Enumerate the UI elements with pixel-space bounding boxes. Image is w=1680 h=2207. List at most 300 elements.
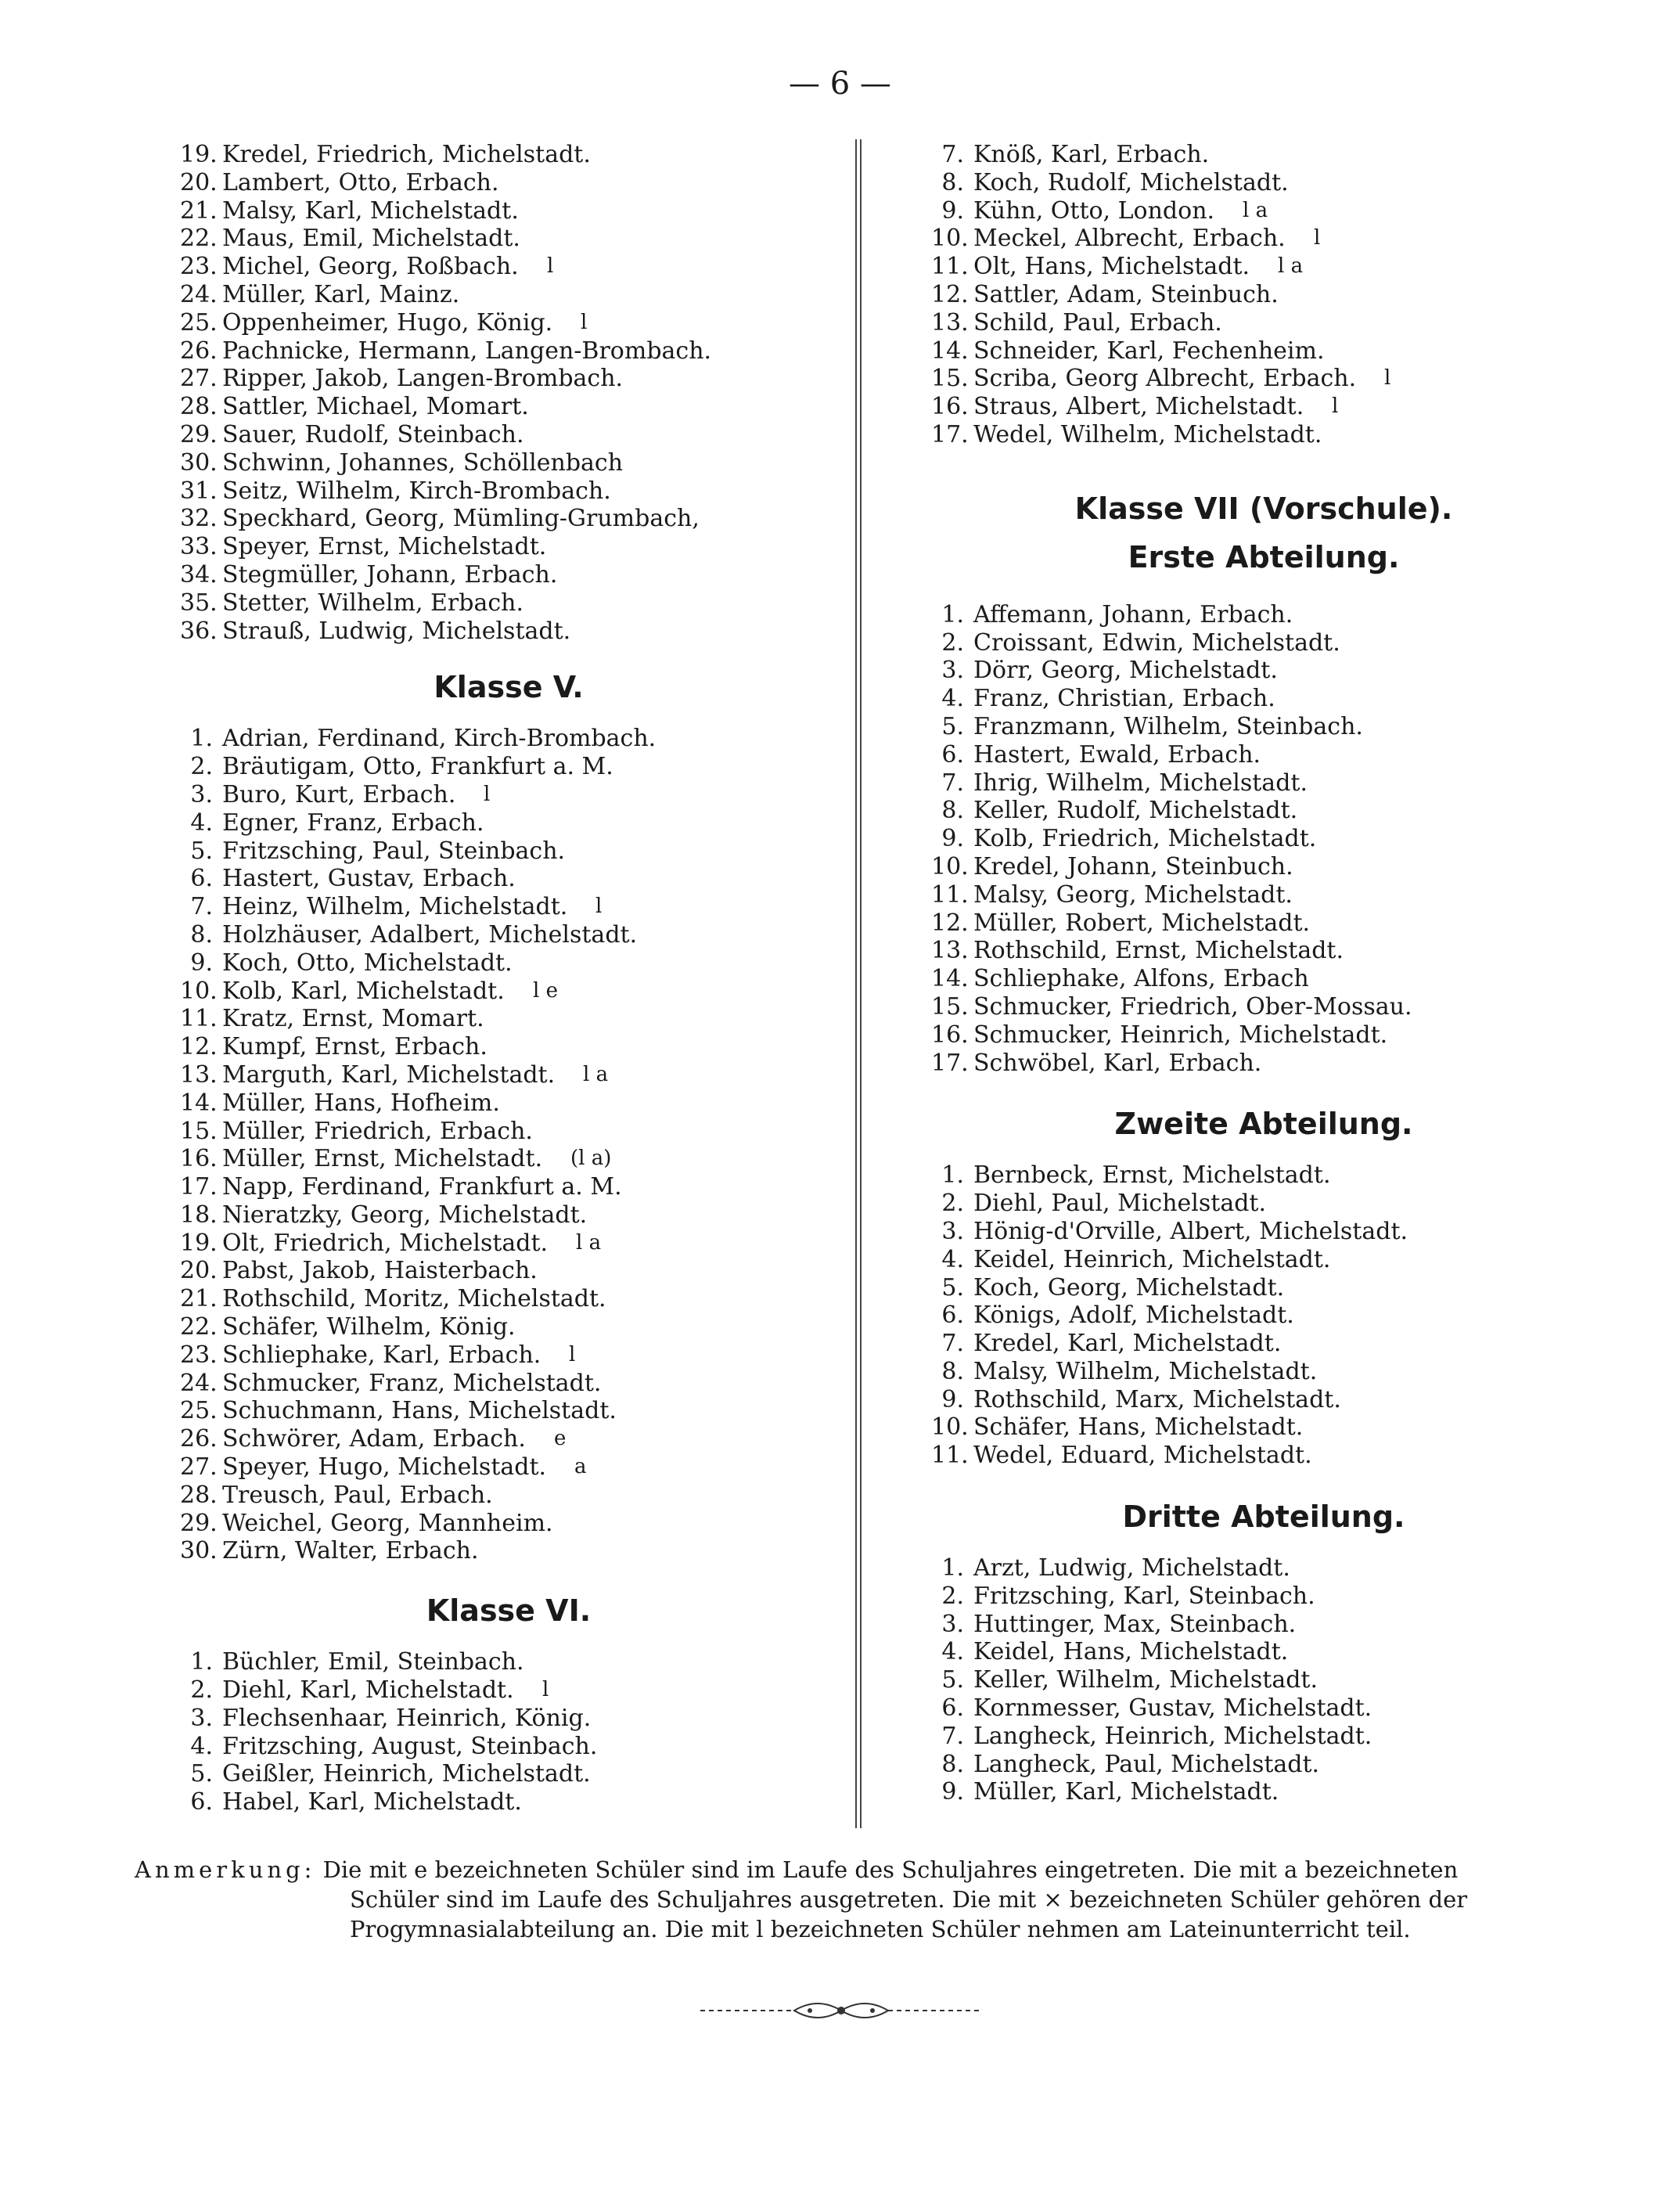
student-number: 17. [180, 1173, 218, 1201]
student-entry: Diehl, Karl, Michelstadt. [222, 1676, 514, 1705]
student-number: 31. [180, 477, 218, 505]
column-divider [855, 139, 862, 1828]
student-row [180, 505, 837, 533]
student-entry: Koch, Georg, Michelstadt. [973, 1273, 1285, 1302]
student-entry: Müller, Hans, Hofheim. [222, 1089, 500, 1117]
student-entry: Schmucker, Franz, Michelstadt. [222, 1369, 602, 1397]
student-row [180, 1482, 837, 1510]
student-entry: Schuchmann, Hans, Michelstadt. [222, 1397, 617, 1425]
student-entry: Maus, Emil, Michelstadt. [222, 225, 520, 253]
student-row [931, 909, 1596, 938]
student-entry: Müller, Ernst, Michelstadt. [222, 1145, 543, 1173]
student-mark: l [595, 895, 603, 919]
student-row [180, 781, 837, 809]
student-entry: Napp, Ferdinand, Frankfurt a. M. [222, 1173, 622, 1201]
student-entry: Franz, Christian, Erbach. [973, 685, 1275, 713]
student-row [180, 1230, 837, 1258]
student-number: 33. [180, 533, 218, 561]
student-number: 21. [180, 196, 218, 225]
student-row [931, 197, 1596, 225]
student-row [180, 1005, 837, 1033]
student-entry: Stegmüller, Johann, Erbach. [222, 560, 558, 589]
student-mark: l [1384, 366, 1391, 391]
student-entry: Meckel, Albrecht, Erbach. [973, 225, 1286, 253]
student-row [180, 809, 837, 837]
student-number: 23. [180, 253, 218, 281]
student-row [180, 141, 837, 169]
student-entry: Kredel, Karl, Michelstadt. [973, 1330, 1282, 1358]
student-row [931, 853, 1596, 881]
student-number: 12. [931, 280, 969, 308]
student-row [180, 1173, 837, 1201]
student-row [180, 1341, 837, 1370]
student-entry: Sattler, Michael, Momart. [222, 393, 529, 421]
student-mark: l [542, 1678, 549, 1702]
student-number: 18. [180, 1201, 218, 1229]
student-row [180, 169, 837, 197]
student-number: 3. [190, 780, 213, 808]
student-number: 11. [931, 880, 969, 909]
student-entry: Schliephake, Alfons, Erbach [973, 965, 1309, 993]
student-number: 11. [931, 253, 969, 281]
student-entry: Seitz, Wilhelm, Kirch-Brombach. [222, 477, 611, 505]
student-entry: Schmucker, Friedrich, Ober-Mossau. [973, 992, 1412, 1021]
student-entry: Nieratzky, Georg, Michelstadt. [222, 1201, 588, 1229]
student-row [180, 1313, 837, 1341]
student-entry: Rothschild, Marx, Michelstadt. [973, 1385, 1341, 1413]
student-number: 15. [180, 1117, 218, 1145]
heading-erste-abteilung: Erste Abteilung. [1128, 539, 1400, 574]
student-entry: Habel, Karl, Michelstadt. [222, 1788, 522, 1816]
student-mark: l [581, 310, 588, 334]
ornament-divider [700, 1999, 982, 2022]
student-number: 5. [190, 837, 213, 865]
student-row [180, 837, 837, 866]
student-number: 5. [941, 1666, 964, 1694]
student-entry: Knöß, Karl, Erbach. [973, 141, 1210, 168]
student-entry: Schild, Paul, Erbach. [973, 308, 1222, 337]
student-row [180, 281, 837, 309]
student-entry: Kühn, Otto, London. [973, 196, 1215, 225]
remark-line-3: Progymnasialabteilung an. Die mit l bezeichneten Schüler nehmen am Lateinunterricht teil. [350, 1916, 1411, 1942]
student-number: 35. [180, 589, 218, 617]
student-row [931, 1161, 1596, 1190]
student-row [180, 225, 837, 253]
student-entry: Keller, Wilhelm, Michelstadt. [973, 1666, 1318, 1694]
student-row [180, 1370, 837, 1398]
student-entry: Pabst, Jakob, Haisterbach. [222, 1257, 538, 1285]
student-number: 8. [941, 168, 964, 196]
student-number: 14. [931, 337, 969, 365]
student-entry: Egner, Franz, Erbach. [222, 808, 484, 837]
student-row [931, 1246, 1596, 1274]
student-entry: Schwöbel, Karl, Erbach. [973, 1049, 1262, 1077]
student-number: 12. [180, 1033, 218, 1061]
student-entry: Straus, Albert, Michelstadt. [973, 393, 1304, 421]
student-number: 23. [180, 1341, 218, 1369]
student-number: 27. [180, 1453, 218, 1482]
student-row [931, 141, 1596, 169]
student-entry: Kratz, Ernst, Momart. [222, 1005, 484, 1033]
student-number: 2. [941, 628, 964, 657]
student-number: 6. [941, 1694, 964, 1723]
student-number: 16. [931, 393, 969, 421]
student-entry: Schneider, Karl, Fechenheim. [973, 337, 1325, 365]
student-entry: Ripper, Jakob, Langen-Brombach. [222, 365, 624, 393]
student-number: 8. [941, 1357, 964, 1385]
student-row [931, 601, 1596, 629]
student-entry: Hastert, Ewald, Erbach. [973, 740, 1261, 769]
student-entry: Speckhard, Georg, Mümling-Grumbach, [222, 505, 700, 533]
student-entry: Fritzsching, Karl, Steinbach. [973, 1582, 1315, 1610]
student-entry: Treusch, Paul, Erbach. [222, 1481, 493, 1509]
student-entry: Strauß, Ludwig, Michelstadt. [222, 617, 571, 645]
right-column [931, 141, 1596, 1806]
student-entry: Heinz, Wilhelm, Michelstadt. [222, 893, 568, 921]
student-number: 4. [190, 1732, 213, 1760]
student-row [180, 561, 837, 589]
student-number: 36. [180, 617, 218, 645]
student-row [931, 1021, 1596, 1049]
student-entry: Holzhäuser, Adalbert, Michelstadt. [222, 920, 638, 949]
student-number: 14. [931, 965, 969, 993]
student-number: 1. [941, 1554, 964, 1582]
student-row [180, 977, 837, 1006]
student-entry: Langheck, Paul, Michelstadt. [973, 1750, 1320, 1778]
student-number: 7. [190, 893, 213, 921]
student-number: 25. [180, 1397, 218, 1425]
student-entry: Rothschild, Ernst, Michelstadt. [973, 937, 1344, 965]
student-number: 28. [180, 1481, 218, 1509]
remark-line-2: Schüler sind im Laufe des Schuljahres ausgetreten. Die mit × bezeichneten Schüler gehören der [350, 1886, 1468, 1913]
student-row [180, 393, 837, 421]
student-row [931, 741, 1596, 769]
student-number: 15. [931, 365, 969, 393]
student-entry: Kolb, Friedrich, Michelstadt. [973, 825, 1317, 853]
student-row [931, 1218, 1596, 1246]
student-row [180, 1733, 837, 1761]
student-number: 4. [190, 808, 213, 837]
student-number: 4. [941, 685, 964, 713]
student-entry: Kumpf, Ernst, Erbach. [222, 1033, 487, 1061]
student-row [931, 1274, 1596, 1302]
student-entry: Sauer, Rudolf, Steinbach. [222, 420, 524, 448]
student-entry: Hastert, Gustav, Erbach. [222, 865, 516, 893]
student-entry: Flechsenhaar, Heinrich, König. [222, 1704, 592, 1732]
student-entry: Koch, Otto, Michelstadt. [222, 949, 513, 977]
student-number: 9. [941, 1778, 964, 1806]
student-entry: Malsy, Karl, Michelstadt. [222, 196, 519, 225]
student-entry: Malsy, Georg, Michelstadt. [973, 880, 1293, 909]
heading-zweite-abteilung: Zweite Abteilung. [1114, 1107, 1413, 1142]
student-row [931, 1386, 1596, 1414]
student-list-klasse-vi [180, 1648, 837, 1816]
student-number: 4. [941, 1638, 964, 1666]
student-number: 14. [180, 1089, 218, 1117]
remark-note [135, 1855, 1574, 1944]
student-entry: Schäfer, Hans, Michelstadt. [973, 1413, 1304, 1442]
student-row [931, 1751, 1596, 1779]
student-row [931, 993, 1596, 1021]
student-entry: Oppenheimer, Hugo, König. [222, 308, 553, 337]
student-row [180, 1705, 837, 1733]
student-mark: l [1332, 394, 1339, 419]
student-row [180, 1453, 837, 1482]
student-number: 19. [180, 141, 218, 168]
student-row [180, 949, 837, 977]
student-number: 16. [931, 1021, 969, 1049]
student-row [931, 1611, 1596, 1639]
student-number: 7. [941, 141, 964, 168]
student-row [931, 337, 1596, 365]
student-number: 29. [180, 1509, 218, 1537]
student-number: 6. [941, 1302, 964, 1330]
student-row [931, 281, 1596, 309]
student-number: 20. [180, 1257, 218, 1285]
student-row [931, 1694, 1596, 1723]
heading-klasse-vii: Klasse VII (Vorschule). [1074, 491, 1453, 526]
student-number: 10. [180, 977, 218, 1005]
student-entry: Malsy, Wilhelm, Michelstadt. [973, 1357, 1318, 1385]
student-row [180, 337, 837, 365]
student-number: 28. [180, 393, 218, 421]
remark-line-1: Die mit e bezeichneten Schüler sind im Laufe des Schuljahres eingetreten. Die mit a bezeichneten [322, 1856, 1459, 1883]
student-number: 6. [941, 740, 964, 769]
student-row [931, 1554, 1596, 1582]
student-mark: l [1314, 226, 1321, 250]
student-entry: Arzt, Ludwig, Michelstadt. [973, 1554, 1290, 1582]
student-entry: Schäfer, Wilhelm, König. [222, 1313, 516, 1341]
student-list-continued [180, 141, 837, 645]
student-entry: Adrian, Ferdinand, Kirch-Brombach. [222, 725, 657, 753]
student-row [931, 1049, 1596, 1078]
heading-klasse-v: Klasse V. [433, 670, 584, 705]
student-number: 9. [941, 825, 964, 853]
student-entry: Geißler, Heinrich, Michelstadt. [222, 1760, 591, 1788]
student-row [931, 1442, 1596, 1470]
student-number: 34. [180, 560, 218, 589]
student-number: 13. [931, 308, 969, 337]
student-row [180, 1425, 837, 1453]
student-number: 2. [190, 1676, 213, 1705]
student-number: 8. [190, 920, 213, 949]
student-entry: Marguth, Karl, Michelstadt. [222, 1060, 556, 1089]
student-number: 21. [180, 1285, 218, 1313]
student-mark: l [484, 782, 491, 806]
student-number: 29. [180, 420, 218, 448]
student-entry: Keller, Rudolf, Michelstadt. [973, 797, 1298, 825]
page-number: — 6 — [789, 66, 891, 102]
student-row [180, 449, 837, 477]
student-entry: Bräutigam, Otto, Frankfurt a. M. [222, 753, 613, 781]
student-mark: l [569, 1342, 576, 1366]
student-entry: Kredel, Friedrich, Michelstadt. [222, 141, 591, 168]
student-entry: Weichel, Georg, Mannheim. [222, 1509, 553, 1537]
student-number: 5. [941, 712, 964, 740]
student-number: 25. [180, 308, 218, 337]
remark-label: Anmerkung: [135, 1856, 316, 1883]
student-entry: Rothschild, Moritz, Michelstadt. [222, 1285, 606, 1313]
student-number: 9. [941, 196, 964, 225]
student-mark: l e [533, 978, 558, 1003]
student-number: 11. [931, 1442, 969, 1470]
student-entry: Franzmann, Wilhelm, Steinbach. [973, 712, 1363, 740]
student-entry: Dörr, Georg, Michelstadt. [973, 657, 1278, 685]
student-row [931, 965, 1596, 993]
student-number: 5. [941, 1273, 964, 1302]
student-row [180, 533, 837, 561]
student-number: 15. [931, 992, 969, 1021]
student-list-erste-abteilung [931, 601, 1596, 1078]
student-row [180, 1285, 837, 1313]
student-number: 1. [941, 1161, 964, 1190]
student-number: 5. [190, 1760, 213, 1788]
student-row [931, 685, 1596, 713]
student-number: 27. [180, 365, 218, 393]
student-mark: l a [1278, 254, 1304, 279]
student-number: 7. [941, 769, 964, 797]
student-number: 1. [190, 725, 213, 753]
student-number: 30. [180, 448, 218, 477]
student-row [931, 253, 1596, 281]
student-entry: Scriba, Georg Albrecht, Erbach. [973, 365, 1357, 393]
student-number: 26. [180, 1425, 218, 1453]
student-number: 30. [180, 1537, 218, 1565]
student-row [931, 1302, 1596, 1330]
student-row [180, 1537, 837, 1565]
student-entry: Müller, Karl, Michelstadt. [973, 1778, 1279, 1806]
student-mark: l a [583, 1062, 609, 1086]
student-number: 10. [931, 852, 969, 880]
student-row [180, 1397, 837, 1425]
student-number: 10. [931, 225, 969, 253]
student-number: 11. [180, 1005, 218, 1033]
student-row [931, 1666, 1596, 1694]
student-entry: Affemann, Johann, Erbach. [973, 600, 1293, 628]
student-row [180, 753, 837, 781]
student-entry: Schwinn, Johannes, Schöllenbach [222, 448, 624, 477]
student-number: 2. [941, 1582, 964, 1610]
student-number: 6. [190, 1788, 213, 1816]
student-row [931, 421, 1596, 449]
student-row [931, 1778, 1596, 1806]
student-entry: Koch, Rudolf, Michelstadt. [973, 168, 1289, 196]
student-entry: Keidel, Heinrich, Michelstadt. [973, 1245, 1331, 1273]
student-row [180, 1118, 837, 1146]
student-row [931, 713, 1596, 741]
student-row [931, 629, 1596, 657]
student-entry: Buro, Kurt, Erbach. [222, 780, 456, 808]
student-number: 9. [190, 949, 213, 977]
student-row [180, 1676, 837, 1705]
student-row [180, 1201, 837, 1230]
student-row [180, 893, 837, 921]
student-mark: l [547, 254, 554, 279]
student-list-zweite-abteilung [931, 1161, 1596, 1470]
student-row [180, 309, 837, 337]
student-row [180, 921, 837, 949]
student-row [931, 393, 1596, 421]
student-entry: Keidel, Hans, Michelstadt. [973, 1638, 1289, 1666]
student-entry: Speyer, Ernst, Michelstadt. [222, 533, 547, 561]
student-entry: Huttinger, Max, Steinbach. [973, 1610, 1297, 1638]
student-number: 4. [941, 1245, 964, 1273]
student-row [931, 937, 1596, 965]
student-entry: Zürn, Walter, Erbach. [222, 1537, 479, 1565]
student-list-continued-right [931, 141, 1596, 449]
student-row [931, 169, 1596, 197]
student-row [180, 617, 837, 646]
student-entry: Pachnicke, Hermann, Langen-Brombach. [222, 337, 712, 365]
student-entry: Kornmesser, Gustav, Michelstadt. [973, 1694, 1372, 1723]
student-entry: Schmucker, Heinrich, Michelstadt. [973, 1021, 1388, 1049]
student-list-klasse-v [180, 725, 837, 1565]
student-row [931, 1582, 1596, 1611]
student-row [180, 1760, 837, 1788]
student-mark: (l a) [570, 1147, 612, 1171]
student-row [180, 421, 837, 449]
student-number: 24. [180, 1369, 218, 1397]
student-entry: Fritzsching, August, Steinbach. [222, 1732, 598, 1760]
student-number: 9. [941, 1385, 964, 1413]
student-row [180, 365, 837, 393]
student-row [931, 1358, 1596, 1386]
student-entry: Diehl, Paul, Michelstadt. [973, 1190, 1267, 1218]
student-row [931, 657, 1596, 685]
student-row [180, 253, 837, 281]
student-entry: Bernbeck, Ernst, Michelstadt. [973, 1161, 1331, 1190]
student-number: 3. [941, 657, 964, 685]
student-number: 13. [931, 937, 969, 965]
student-number: 7. [941, 1330, 964, 1358]
student-row [180, 1145, 837, 1173]
student-entry: Kolb, Karl, Michelstadt. [222, 977, 505, 1005]
student-row [180, 197, 837, 225]
student-row [931, 1190, 1596, 1218]
student-number: 22. [180, 1313, 218, 1341]
student-number: 22. [180, 225, 218, 253]
student-entry: Wedel, Eduard, Michelstadt. [973, 1442, 1312, 1470]
student-number: 3. [190, 1704, 213, 1732]
student-mark: a [574, 1455, 587, 1479]
student-number: 10. [931, 1413, 969, 1442]
student-entry: Lambert, Otto, Erbach. [222, 168, 499, 196]
left-column [180, 141, 837, 1816]
student-number: 32. [180, 505, 218, 533]
student-entry: Michel, Georg, Roßbach. [222, 253, 519, 281]
student-number: 13. [180, 1060, 218, 1089]
student-mark: e [554, 1427, 567, 1451]
student-entry: Büchler, Emil, Steinbach. [222, 1648, 524, 1676]
student-number: 1. [941, 600, 964, 628]
student-entry: Croissant, Edwin, Michelstadt. [973, 628, 1340, 657]
student-row [931, 769, 1596, 797]
student-number: 8. [941, 1750, 964, 1778]
student-row [931, 797, 1596, 825]
student-row [931, 825, 1596, 853]
student-entry: Wedel, Wilhelm, Michelstadt. [973, 420, 1322, 448]
student-number: 2. [190, 753, 213, 781]
student-entry: Ihrig, Wilhelm, Michelstadt. [973, 769, 1308, 797]
student-number: 7. [941, 1722, 964, 1750]
student-row [931, 1723, 1596, 1751]
student-row [931, 1638, 1596, 1666]
student-row [931, 225, 1596, 253]
student-entry: Schliephake, Karl, Erbach. [222, 1341, 541, 1369]
student-row [180, 477, 837, 506]
student-entry: Sattler, Adam, Steinbuch. [973, 280, 1279, 308]
student-number: 3. [941, 1610, 964, 1638]
